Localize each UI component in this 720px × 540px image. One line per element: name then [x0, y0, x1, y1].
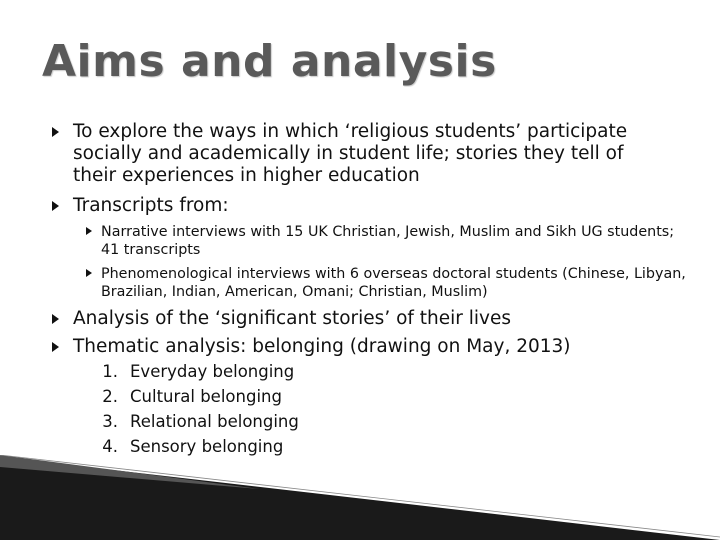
bullet-arrow-icon: [52, 201, 59, 211]
bullet-analysis: [52, 308, 672, 330]
bullet-arrow-icon: [52, 314, 59, 324]
item-number: 3.: [102, 412, 118, 431]
item-number: 4.: [102, 437, 118, 456]
item-text: Everyday belonging: [130, 362, 295, 381]
sub-bullet-phenomenological: [86, 265, 686, 301]
bullet-arrow-icon: [86, 227, 92, 235]
sub-bullet-narrative: [86, 223, 686, 259]
bullet-thematic: [52, 336, 672, 358]
bullet-text: To explore the ways in which ‘religious students’ participate socially and academically in student life; stories they tell of their experiences in higher education: [73, 121, 628, 186]
numbered-item: [78, 385, 282, 409]
bullet-text: Analysis of the ‘significant stories’ of their lives: [73, 308, 512, 329]
sub-bullet-text: Phenomenological interviews with 6 overseas doctoral students (Chinese, Libyan, Brazilian, Indian, American, Omani; Christian, Muslim): [101, 266, 686, 300]
bullet-text: Transcripts from:: [73, 195, 229, 216]
bullet-arrow-icon: [52, 127, 59, 137]
bullet-aim: [52, 121, 672, 187]
item-number: 1.: [102, 362, 118, 381]
bullet-arrow-icon: [86, 269, 92, 277]
decorative-swoosh: [0, 455, 720, 540]
item-number: 2.: [102, 387, 118, 406]
numbered-item: [78, 360, 294, 384]
bullet-arrow-icon: [52, 342, 59, 352]
item-text: Cultural belonging: [130, 387, 282, 406]
bullet-text: Thematic analysis: belonging (drawing on May, 2013): [73, 336, 571, 357]
numbered-item: [78, 410, 299, 434]
slide-title: Aims and analysis: [42, 36, 497, 87]
item-text: Sensory belonging: [130, 437, 284, 456]
item-text: Relational belonging: [130, 412, 299, 431]
sub-bullet-text: Narrative interviews with 15 UK Christian, Jewish, Muslim and Sikh UG students; 41 transcripts: [101, 224, 675, 258]
bullet-transcripts: [52, 195, 672, 217]
